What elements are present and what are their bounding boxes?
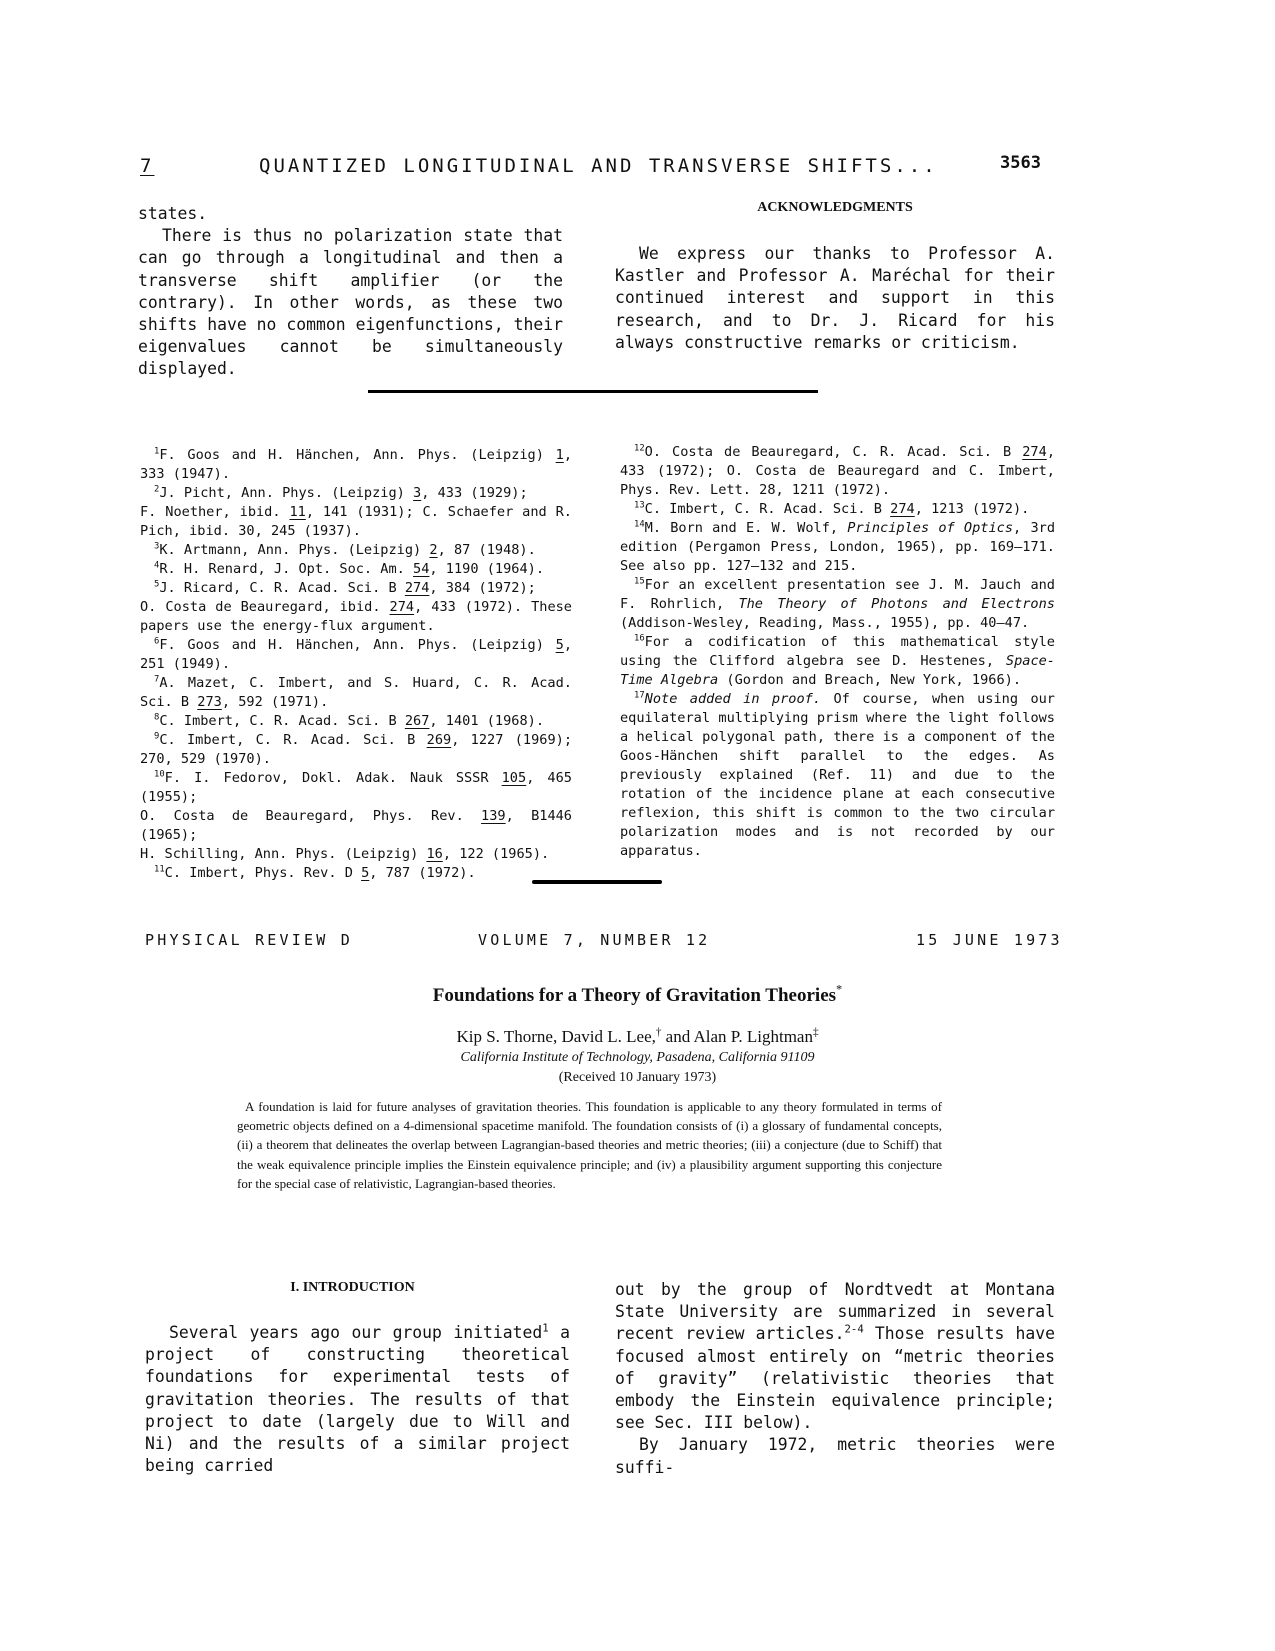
section-heading: I. INTRODUCTION bbox=[290, 1280, 415, 1295]
journal-issue: VOLUME 7, NUMBER 12 bbox=[478, 931, 711, 949]
reference-text: , 433 (1972); O. Costa de Beauregard and C. Imbert, Phys. Rev. Lett. 28, 1211 (1972). bbox=[620, 444, 1055, 498]
reference-entry bbox=[620, 500, 1055, 519]
reference-text: H. Schilling, Ann. Phys. (Leipzig) bbox=[140, 846, 427, 862]
reference-number: 9 bbox=[154, 731, 160, 742]
reference-volume: 269 bbox=[426, 732, 452, 748]
reference-entry bbox=[140, 560, 572, 579]
reference-number: 14 bbox=[634, 519, 645, 530]
reference-text: O. Costa de Beauregard, Phys. Rev. bbox=[140, 808, 482, 824]
reference-text: , 122 (1965). bbox=[442, 846, 550, 862]
reference-entry bbox=[620, 576, 1055, 633]
reference-text: J. Picht, Ann. Phys. (Leipzig) bbox=[159, 485, 414, 501]
reference-volume: 139 bbox=[481, 808, 506, 824]
reference-text: F. Goos and H. Hänchen, Ann. Phys. (Leipzig) bbox=[159, 637, 556, 653]
reference-text: K. Artmann, Ann. Phys. (Leipzig) bbox=[159, 542, 430, 558]
reference-text: O. Costa de Beauregard, C. R. Acad. Sci. B bbox=[644, 444, 1023, 460]
references-right-column bbox=[620, 443, 1055, 861]
reference-entry bbox=[620, 443, 1055, 500]
reference-title: Note added in proof. bbox=[644, 691, 822, 707]
reference-text: , 433 (1929); bbox=[421, 485, 528, 501]
authors: Kip S. Thorne, David L. Lee,† and Alan P. Lightman‡ bbox=[456, 1026, 819, 1046]
reference-text: Of course, when using our equilateral multiplying prism where the light follows a helical polygonal path, there is a component of the Goos-Hänchen shift parallel to the edges. As previously explained (Ref. 11) and due to the rotation of the incidence plane at each consecutive reflexion, this shift is common to the two circular polarization modes and is not recorded by our apparatus. bbox=[620, 691, 1055, 859]
reference-text: C. Imbert, Phys. Rev. D bbox=[164, 865, 362, 881]
reference-number: 2 bbox=[154, 484, 160, 495]
reference-entry bbox=[620, 690, 1055, 861]
reference-volume: 274 bbox=[1022, 444, 1047, 460]
reference-text: C. Imbert, C. R. Acad. Sci. B bbox=[159, 732, 427, 748]
intro-right-paragraph-2: By January 1972, metric theories were suffi- bbox=[615, 1435, 1055, 1477]
article-end-rule bbox=[532, 880, 662, 884]
reference-entry bbox=[140, 541, 572, 560]
reference-entry bbox=[140, 579, 572, 598]
reference-volume: 267 bbox=[404, 713, 430, 729]
reference-volume: 273 bbox=[197, 694, 222, 710]
reference-text: , 1227 (1969); 270, 529 (1970). bbox=[140, 732, 573, 767]
reference-text: C. Imbert, C. R. Acad. Sci. B bbox=[159, 713, 405, 729]
reference-text: C. Imbert, C. R. Acad. Sci. B bbox=[644, 501, 891, 517]
reference-title: The Theory of Photons and Electrons bbox=[738, 596, 1055, 612]
reference-text: , 1213 (1972). bbox=[914, 501, 1030, 517]
reference-text: , 1190 (1964). bbox=[429, 561, 544, 577]
reference-volume: 16 bbox=[426, 846, 443, 862]
reference-text: , 384 (1972); bbox=[429, 580, 536, 596]
reference-text: (Addison-Wesley, Reading, Mass., 1955), pp. 40–47. bbox=[620, 615, 1030, 631]
reference-number: 10 bbox=[154, 769, 165, 780]
reference-text: , B1446 (1965); bbox=[140, 808, 572, 843]
reference-entry bbox=[140, 864, 572, 883]
abstract: A foundation is laid for future analyses of gravitation theories. This foundation is applicable to any theory formulated in terms of geometric objects defined on a 4-dimensional spacetime manifold. The foundation consists of (i) a glossary of fundamental concepts, (ii) a theorem that delineates the overlap between Lagrangian-based theories and metric theories; (iii) a conjecture (due to Schiff) that the weak equivalence principle implies the Einstein equivalence principle; and (iv) a plausibility argument supporting this conjecture for the special case of relativistic, Lagrangian-based theories. bbox=[237, 1099, 942, 1191]
acknowledgments-heading: ACKNOWLEDGMENTS bbox=[757, 200, 913, 215]
reference-text: F. Noether, ibid. bbox=[140, 504, 290, 520]
article-title: Foundations for a Theory of Gravitation Theories* bbox=[432, 982, 843, 1006]
reference-text: , 433 (1972). These papers use the energy-flux argument. bbox=[140, 599, 572, 634]
reference-text: A. Mazet, C. Imbert, and S. Huard, C. R. Acad. Sci. B bbox=[140, 675, 572, 710]
reference-text: , 141 (1931); C. Schaefer and R. Pich, ibid. 30, 245 (1937). bbox=[140, 504, 572, 539]
reference-entry bbox=[620, 519, 1055, 576]
reference-text: , 592 (1971). bbox=[221, 694, 329, 710]
reference-volume: 2 bbox=[429, 542, 438, 558]
reference-number: 11 bbox=[154, 864, 165, 875]
reference-number: 4 bbox=[154, 560, 160, 571]
reference-volume: 105 bbox=[501, 770, 527, 786]
prev-article-left-column bbox=[138, 203, 563, 381]
reference-volume: 1 bbox=[555, 447, 564, 463]
reference-volume: 274 bbox=[890, 501, 915, 517]
lead-line: states. bbox=[138, 204, 208, 223]
reference-number: 16 bbox=[634, 633, 645, 644]
reference-entry bbox=[140, 769, 572, 807]
reference-number: 15 bbox=[634, 576, 645, 587]
reference-volume: 5 bbox=[555, 637, 564, 653]
reference-entry bbox=[140, 636, 572, 674]
reference-text: , 3rd edition (Pergamon Press, London, 1965), pp. 169–171. See also pp. 127–132 and 215. bbox=[620, 520, 1056, 574]
intro-right-paragraph-1: out by the group of Nordtvedt at Montana State University are summarized in several recent review articles.$^{2-4}$ Those results have focused almost entirely on “metric theories of gravity” (relativistic theories that embody the Einstein equivalence principle; see Sec. III below). bbox=[615, 1280, 1055, 1433]
references-left-column bbox=[140, 446, 572, 883]
running-header-volume: 7 bbox=[140, 155, 155, 177]
reference-text: , 787 (1972). bbox=[369, 865, 476, 881]
reference-number: 6 bbox=[154, 636, 160, 647]
reference-volume: 11 bbox=[289, 504, 306, 520]
reference-text: , 333 (1947). bbox=[140, 447, 572, 482]
conclusion-paragraph: There is thus no polarization state that can go through a longitudinal and then a transverse shift amplifier (or the contrary). In other words, as these two shifts have no common eigenfunctions, their eigenvalues cannot be simultaneously displayed. bbox=[138, 226, 563, 379]
reference-text: J. Ricard, C. R. Acad. Sci. B bbox=[159, 580, 405, 596]
reference-entry bbox=[140, 731, 572, 769]
intro-right-column bbox=[615, 1279, 1055, 1479]
reference-number: 12 bbox=[634, 443, 645, 454]
reference-text: , 251 (1949). bbox=[140, 637, 572, 672]
reference-text: , 87 (1948). bbox=[437, 542, 536, 558]
reference-text: For a codification of this mathematical style using the Clifford algebra see D. Hestenes, bbox=[620, 634, 1055, 669]
reference-text: R. H. Renard, J. Opt. Soc. Am. bbox=[159, 561, 414, 577]
reference-number: 17 bbox=[634, 690, 645, 701]
reference-entry bbox=[140, 446, 572, 484]
reference-number: 7 bbox=[154, 674, 160, 685]
affiliation: California Institute of Technology, Pasadena, California 91109 bbox=[460, 1050, 815, 1065]
reference-text: O. Costa de Beauregard, ibid. bbox=[140, 599, 390, 615]
reference-text: For an excellent presentation see J. M. Jauch and F. Rohrlich, bbox=[620, 577, 1055, 612]
acknowledgments-text: We express our thanks to Professor A. Kastler and Professor A. Maréchal for their continued interest and support in this research, and to Dr. J. Ricard for his always constructive remarks or criticism. bbox=[615, 244, 1055, 352]
reference-text: (Gordon and Breach, New York, 1966). bbox=[718, 672, 1022, 688]
reference-title: Principles of Optics bbox=[847, 520, 1014, 536]
reference-volume: 5 bbox=[361, 865, 370, 881]
reference-title: Space-Time Algebra bbox=[620, 653, 1055, 688]
reference-number: 13 bbox=[634, 500, 645, 511]
received-date: (Received 10 January 1973) bbox=[558, 1070, 717, 1085]
reference-entry bbox=[140, 807, 572, 845]
journal-date: 15 JUNE 1973 bbox=[916, 931, 1063, 949]
reference-entry bbox=[140, 674, 572, 712]
section-divider bbox=[368, 390, 818, 393]
reference-text: F. Goos and H. Hänchen, Ann. Phys. (Leipzig) bbox=[159, 447, 556, 463]
reference-text: , 465 (1955); bbox=[140, 770, 572, 805]
reference-entry bbox=[140, 598, 572, 636]
reference-number: 8 bbox=[154, 712, 160, 723]
reference-number: 3 bbox=[154, 541, 160, 552]
reference-entry bbox=[620, 633, 1055, 690]
reference-entry bbox=[140, 845, 572, 864]
reference-volume: 274 bbox=[389, 599, 415, 615]
reference-entry bbox=[140, 712, 572, 731]
journal-name: PHYSICAL REVIEW D bbox=[145, 931, 353, 949]
reference-entry bbox=[140, 484, 572, 503]
reference-volume: 54 bbox=[413, 561, 430, 577]
reference-number: 1 bbox=[154, 446, 160, 457]
running-header-title: QUANTIZED LONGITUDINAL AND TRANSVERSE SHIFTS... bbox=[259, 155, 938, 177]
reference-text: F. I. Fedorov, Dokl. Adak. Nauk SSSR bbox=[164, 770, 502, 786]
reference-volume: 3 bbox=[413, 485, 422, 501]
reference-number: 5 bbox=[154, 579, 160, 590]
reference-text: , 1401 (1968). bbox=[429, 713, 544, 729]
reference-text: M. Born and E. W. Wolf, bbox=[644, 520, 848, 536]
reference-volume: 274 bbox=[404, 580, 430, 596]
reference-entry bbox=[140, 503, 572, 541]
intro-left-column: Several years ago our group initiated$^1$ a project of constructing theoretical foundations for experimental tests of gravitation theories. The results of that project to date (largely due to Will and Ni) and the results of a similar project being carried bbox=[145, 1321, 570, 1476]
page-number: 3563 bbox=[1000, 153, 1041, 173]
